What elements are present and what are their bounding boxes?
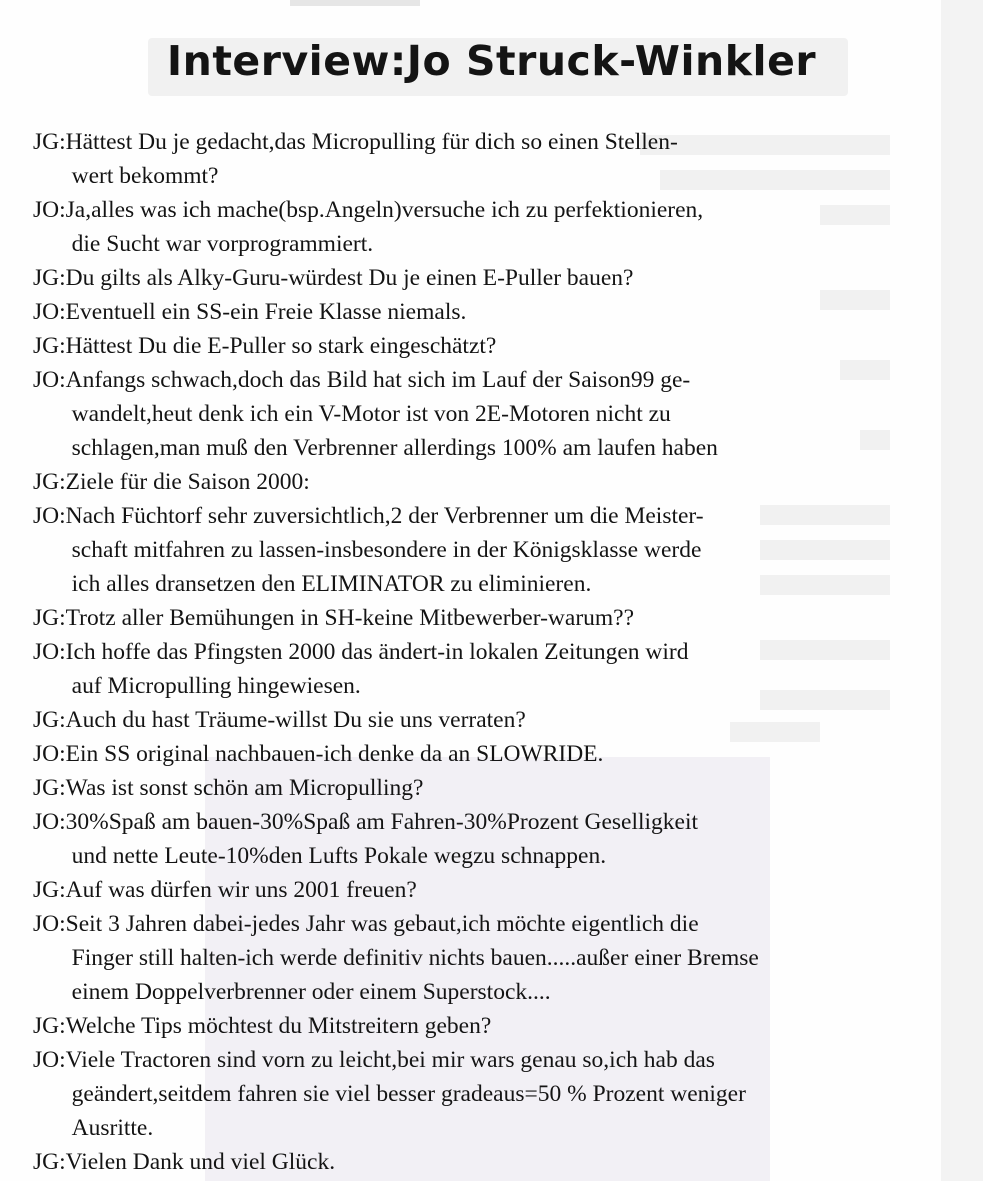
speaker-label: JG:	[33, 877, 66, 903]
answer-entry	[33, 193, 913, 261]
text-line: Ja,alles was ich mache(bsp.Angeln)versuche ich zu perfektionieren,	[65, 197, 704, 223]
text-line: wert bekommt?	[71, 163, 219, 189]
entry-text	[66, 295, 913, 329]
text-line: Seit 3 Jahren dabei-jedes Jahr was gebaut,ich möchte eigentlich die	[65, 911, 699, 937]
entry-text	[66, 193, 913, 261]
speaker-label: JO:	[33, 911, 66, 937]
entry-text	[66, 737, 913, 771]
question-entry	[33, 125, 913, 193]
speaker-label: JG:	[33, 707, 66, 733]
entry-text	[66, 329, 913, 363]
text-line: wandelt,heut denk ich ein V-Motor ist von 2E-Motoren nicht zu	[71, 401, 671, 427]
answer-entry	[33, 907, 913, 1009]
entry-text	[66, 363, 913, 465]
answer-entry	[33, 737, 913, 771]
text-line: Ziele für die Saison 2000:	[65, 469, 310, 495]
answer-entry	[33, 295, 913, 329]
entry-text	[66, 907, 913, 1009]
speaker-label: JO:	[33, 639, 66, 665]
question-entry	[33, 703, 913, 737]
entry-text	[66, 499, 913, 601]
speaker-label: JG:	[33, 1013, 66, 1039]
interview-transcript	[33, 125, 913, 1179]
entry-text	[66, 771, 913, 805]
text-line: ich alles dransetzen den ELIMINATOR zu eliminieren.	[71, 571, 592, 597]
entry-text	[66, 601, 913, 635]
entry-text	[66, 635, 913, 703]
question-entry	[33, 1009, 913, 1043]
text-line: Welche Tips möchtest du Mitstreitern geben?	[65, 1013, 492, 1039]
speaker-label: JG:	[33, 605, 66, 631]
text-line: Auf was dürfen wir uns 2001 freuen?	[65, 877, 417, 903]
text-line: Vielen Dank und viel Glück.	[65, 1149, 336, 1175]
speaker-label: JG:	[33, 469, 66, 495]
question-entry	[33, 873, 913, 907]
text-line: Hättest Du die E-Puller so stark eingeschätzt?	[65, 333, 497, 359]
text-line: auf Micropulling hingewiesen.	[71, 673, 361, 699]
question-entry	[33, 1145, 913, 1179]
text-line: Auch du hast Träume-willst Du sie uns verraten?	[65, 707, 526, 733]
speaker-label: JG:	[33, 129, 66, 155]
text-line: 30%Spaß am bauen-30%Spaß am Fahren-30%Prozent Geselligkeit	[65, 809, 699, 835]
text-line: Ausritte.	[71, 1115, 154, 1141]
answer-entry	[33, 805, 913, 873]
text-line: Anfangs schwach,doch das Bild hat sich im Lauf der Saison99 ge-	[65, 367, 691, 393]
entry-text	[66, 1043, 913, 1145]
speaker-label: JO:	[33, 503, 66, 529]
entry-text	[66, 465, 913, 499]
entry-text	[66, 805, 913, 873]
scan-edge	[941, 0, 983, 1181]
entry-text	[66, 261, 913, 295]
text-line: und nette Leute-10%den Lufts Pokale wegzu schnappen.	[71, 843, 607, 869]
text-line: Ich hoffe das Pfingsten 2000 das ändert-in lokalen Zeitungen wird	[65, 639, 689, 665]
text-line: schaft mitfahren zu lassen-insbesondere in der Königsklasse werde	[71, 537, 702, 563]
speaker-label: JO:	[33, 367, 66, 393]
answer-entry	[33, 1043, 913, 1145]
speaker-label: JO:	[33, 741, 66, 767]
text-line: Trotz aller Bemühungen in SH-keine Mitbewerber-warum??	[65, 605, 635, 631]
speaker-label: JO:	[33, 1047, 66, 1073]
speaker-label: JO:	[33, 809, 66, 835]
text-line: Eventuell ein SS-ein Freie Klasse niemals.	[65, 299, 467, 325]
text-line: die Sucht war vorprogrammiert.	[71, 231, 374, 257]
question-entry	[33, 465, 913, 499]
answer-entry	[33, 363, 913, 465]
speaker-label: JO:	[33, 197, 66, 223]
answer-entry	[33, 499, 913, 601]
entry-text	[66, 873, 913, 907]
question-entry	[33, 601, 913, 635]
text-line: Ein SS original nachbauen-ich denke da an SLOWRIDE.	[65, 741, 604, 767]
text-line: schlagen,man muß den Verbrenner allerdings 100% am laufen haben	[71, 435, 718, 461]
question-entry	[33, 771, 913, 805]
text-line: geändert,seitdem fahren sie viel besser gradeaus=50 % Prozent weniger	[71, 1081, 746, 1107]
entry-text	[66, 125, 913, 193]
question-entry	[33, 329, 913, 363]
speaker-label: JG:	[33, 775, 66, 801]
speaker-label: JG:	[33, 265, 66, 291]
text-line: einem Doppelverbrenner oder einem Superstock....	[71, 979, 551, 1005]
entry-text	[66, 1009, 913, 1043]
entry-text	[66, 1145, 913, 1179]
speaker-label: JO:	[33, 299, 66, 325]
scan-smudge	[290, 0, 420, 6]
text-line: Was ist sonst schön am Micropulling?	[65, 775, 424, 801]
text-line: Finger still halten-ich werde definitiv nichts bauen.....außer einer Bremse	[71, 945, 759, 971]
text-line: Du gilts als Alky-Guru-würdest Du je einen E-Puller bauen?	[65, 265, 634, 291]
speaker-label: JG:	[33, 333, 66, 359]
page-title: Interview:Jo Struck-Winkler	[166, 37, 817, 85]
text-line: Hättest Du je gedacht,das Micropulling für dich so einen Stellen-	[65, 129, 678, 155]
text-line: Nach Füchtorf sehr zuversichtlich,2 der Verbrenner um die Meister-	[65, 503, 704, 529]
entry-text	[66, 703, 913, 737]
speaker-label: JG:	[33, 1149, 66, 1175]
text-line: Viele Tractoren sind vorn zu leicht,bei mir wars genau so,ich hab das	[65, 1047, 715, 1073]
question-entry	[33, 261, 913, 295]
answer-entry	[33, 635, 913, 703]
